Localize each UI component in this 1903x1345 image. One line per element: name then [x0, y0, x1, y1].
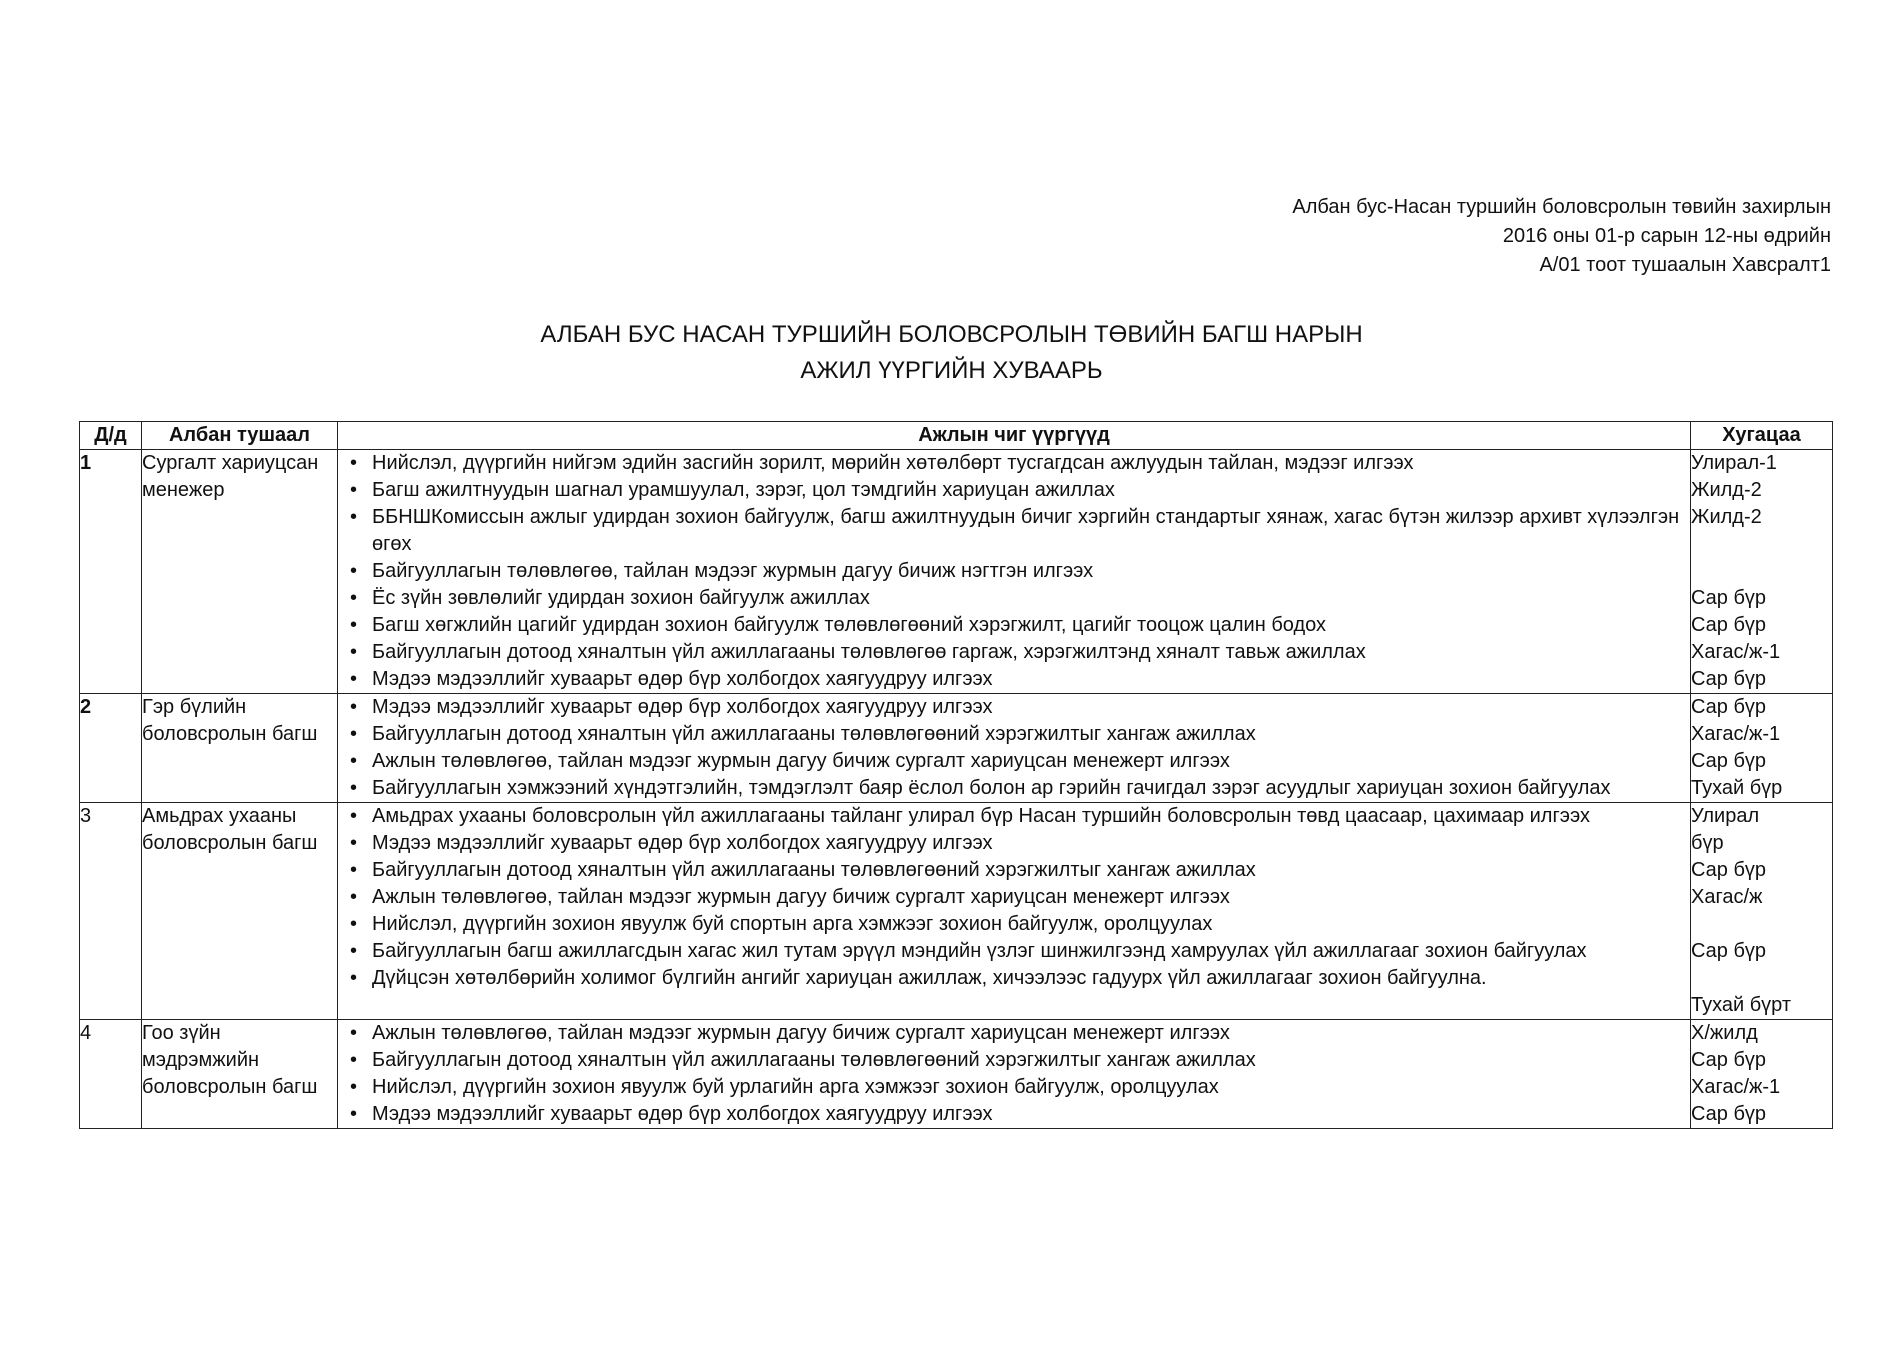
row-position: Амьдрах ухааны боловсролын багш [142, 803, 338, 1020]
duty-item: • ББНШКомиссын ажлыг удирдан зохион байгуулж, багш ажилтнуудын бичиг хэргийн стандартыг хянаж, хагас бүтэн жилээр архивт хүлээлгэн өгөх [338, 504, 1684, 558]
deadline-item: Сар бүр [1691, 587, 1767, 609]
row-duties [338, 1020, 1691, 1129]
deadline-item [1691, 965, 1832, 992]
reference-line-1: Албан бус-Насан туршийн боловсролын төвийн захирлын [1292, 196, 1831, 218]
deadline-item: Тухай бүр [1691, 777, 1783, 799]
header-position: Албан тушаал [142, 422, 338, 450]
duty-item: • Ёс зүйн зөвлөлийг удирдан зохион байгуулж ажиллах [338, 585, 1684, 612]
table-row [80, 450, 1833, 694]
deadline-item: Х/жилд [1691, 1022, 1758, 1044]
duty-item: • Мэдээ мэдээллийг хуваарьт өдөр бүр холбогдох хаягуудруу илгээх [338, 694, 1684, 721]
deadline-item: Хагас/ж-1 [1691, 723, 1781, 745]
deadline-item: Жилд-2 [1691, 479, 1762, 501]
deadline-item: бүр [1691, 832, 1724, 854]
duty-item: • Амьдрах ухааны боловсролын үйл ажиллагааны тайланг улирал бүр Насан туршийн боловсролын төвд цаасаар, цахимаар илгээх [338, 803, 1684, 830]
duty-item: • Мэдээ мэдээллийг хуваарьт өдөр бүр холбогдох хаягуудруу илгээх [338, 830, 1684, 857]
duty-item: • Ажлын төлөвлөгөө, тайлан мэдээг журмын дагуу бичиж сургалт хариуцсан менежерт илгээх [338, 748, 1684, 775]
row-deadlines [1691, 803, 1833, 1020]
duty-item: • Ажлын төлөвлөгөө, тайлан мэдээг журмын дагуу бичиж сургалт хариуцсан менежерт илгээх [338, 1020, 1684, 1047]
duty-item: • Байгууллагын дотоод хяналтын үйл ажиллагааны төлөвлөгөөний хэрэгжилтыг хангаж ажиллах [338, 857, 1684, 884]
duty-item: • Нийслэл, дүүргийн зохион явуулж буй спортын арга хэмжээг зохион байгуулж, оролцуулах [338, 911, 1684, 938]
reference-line-2: 2016 оны 01-р сарын 12-ны өдрийн [1502, 225, 1831, 247]
row-deadlines [1691, 1020, 1833, 1129]
duty-item: • Байгууллагын хэмжээний хүндэтгэлийн, тэмдэглэлт баяр ёслол болон ар гэрийн гачигдал зэрэг асуудлыг хариуцан зохион байгуулах [338, 775, 1684, 802]
row-deadlines [1691, 450, 1833, 694]
table-row [80, 694, 1833, 803]
row-number: 2 [80, 694, 142, 803]
order-reference [1292, 193, 1831, 280]
table-row [80, 803, 1833, 1020]
deadline-item: Сар бүр [1691, 940, 1767, 962]
row-number: 3 [80, 803, 142, 1020]
deadline-item: Хагас/ж-1 [1691, 641, 1781, 663]
row-position: Сургалт хариуцсан менежер [142, 450, 338, 694]
header-deadline: Хугацаа [1691, 422, 1833, 450]
deadline-item: Сар бүр [1691, 668, 1767, 690]
row-duties [338, 694, 1691, 803]
deadline-item: Сар бүр [1691, 696, 1767, 718]
deadline-item [1691, 558, 1832, 585]
duty-item: • Нийслэл, дүүргийн зохион явуулж буй урлагийн арга хэмжээг зохион байгуулж, оролцуулах [338, 1074, 1684, 1101]
title-line-2: АЖИЛ ҮҮРГИЙН ХУВААРЬ [800, 357, 1103, 384]
deadline-item: Улирал-1 [1691, 452, 1777, 474]
row-position: Гэр бүлийн боловсролын багш [142, 694, 338, 803]
row-position: Гоо зүйн мэдрэмжийн боловсролын багш [142, 1020, 338, 1129]
table-row [80, 1020, 1833, 1129]
duty-item: • Байгууллагын төлөвлөгөө, тайлан мэдээг журмын дагуу бичиж нэгтгэн илгээх [338, 558, 1684, 585]
deadline-item: Тухай бүрт [1691, 994, 1792, 1016]
document-title [0, 317, 1903, 389]
duty-item: • Мэдээ мэдээллийг хуваарьт өдөр бүр холбогдох хаягуудруу илгээх [338, 1101, 1684, 1128]
deadline-item [1691, 911, 1832, 938]
row-number: 1 [80, 450, 142, 694]
reference-line-3: А/01 тоот тушаалын Хавсралт1 [1539, 254, 1831, 276]
row-duties [338, 450, 1691, 694]
deadline-item: Сар бүр [1691, 1049, 1767, 1071]
duty-item: • Байгууллагын дотоод хяналтын үйл ажиллагааны төлөвлөгөөний хэрэгжилтыг хангаж ажиллах [338, 1047, 1684, 1074]
duty-item: • Байгууллагын багш ажиллагсдын хагас жил тутам эрүүл мэндийн үзлэг шинжилгээнд хамруулах үйл ажиллагааг зохион байгуулах [338, 938, 1684, 965]
duty-schedule-table [79, 421, 1833, 1129]
deadline-item: Хагас/ж [1691, 886, 1763, 908]
deadline-item: Жилд-2 [1691, 506, 1762, 528]
header-duties: Ажлын чиг үүргүүд [338, 422, 1691, 450]
deadline-item: Сар бүр [1691, 750, 1767, 772]
duty-item: • Мэдээ мэдээллийг хуваарьт өдөр бүр холбогдох хаягуудруу илгээх [338, 666, 1684, 693]
deadline-item: Хагас/ж-1 [1691, 1076, 1781, 1098]
duty-item: • Байгууллагын дотоод хяналтын үйл ажиллагааны төлөвлөгөөний хэрэгжилтыг хангаж ажиллах [338, 721, 1684, 748]
duty-item: • Багш хөгжлийн цагийг удирдан зохион байгуулж төлөвлөгөөний хэрэгжилт, цагийг тооцож цалин бодох [338, 612, 1684, 639]
header-number: Д/д [80, 422, 142, 450]
deadline-item: Сар бүр [1691, 614, 1767, 636]
deadline-item: Сар бүр [1691, 859, 1767, 881]
deadline-item [1691, 531, 1832, 558]
duty-item: • Байгууллагын дотоод хяналтын үйл ажиллагааны төлөвлөгөө гаргаж, хэрэгжилтэнд хяналт тавьж ажиллах [338, 639, 1684, 666]
row-duties [338, 803, 1691, 1020]
row-number: 4 [80, 1020, 142, 1129]
duty-item: • Ажлын төлөвлөгөө, тайлан мэдээг журмын дагуу бичиж сургалт хариуцсан менежерт илгээх [338, 884, 1684, 911]
table-header-row [80, 422, 1833, 450]
duty-item: • Багш ажилтнуудын шагнал урамшуулал, зэрэг, цол тэмдгийн хариуцан ажиллах [338, 477, 1684, 504]
deadline-item: Сар бүр [1691, 1103, 1767, 1125]
title-line-1: АЛБАН БУС НАСАН ТУРШИЙН БОЛОВСРОЛЫН ТӨВИЙН БАГШ НАРЫН [540, 321, 1363, 348]
duty-item: • Нийслэл, дүүргийн нийгэм эдийн засгийн зорилт, мөрийн хөтөлбөрт тусгагдсан ажлуудын тайлан, мэдээг илгээх [338, 450, 1684, 477]
row-deadlines [1691, 694, 1833, 803]
deadline-item: Улирал [1691, 805, 1760, 827]
duty-item: • Дүйцсэн хөтөлбөрийн холимог бүлгийн ангийг хариуцан ажиллаж, хичээлээс гадуурх үйл ажиллагааг зохион байгуулна. [338, 965, 1684, 992]
